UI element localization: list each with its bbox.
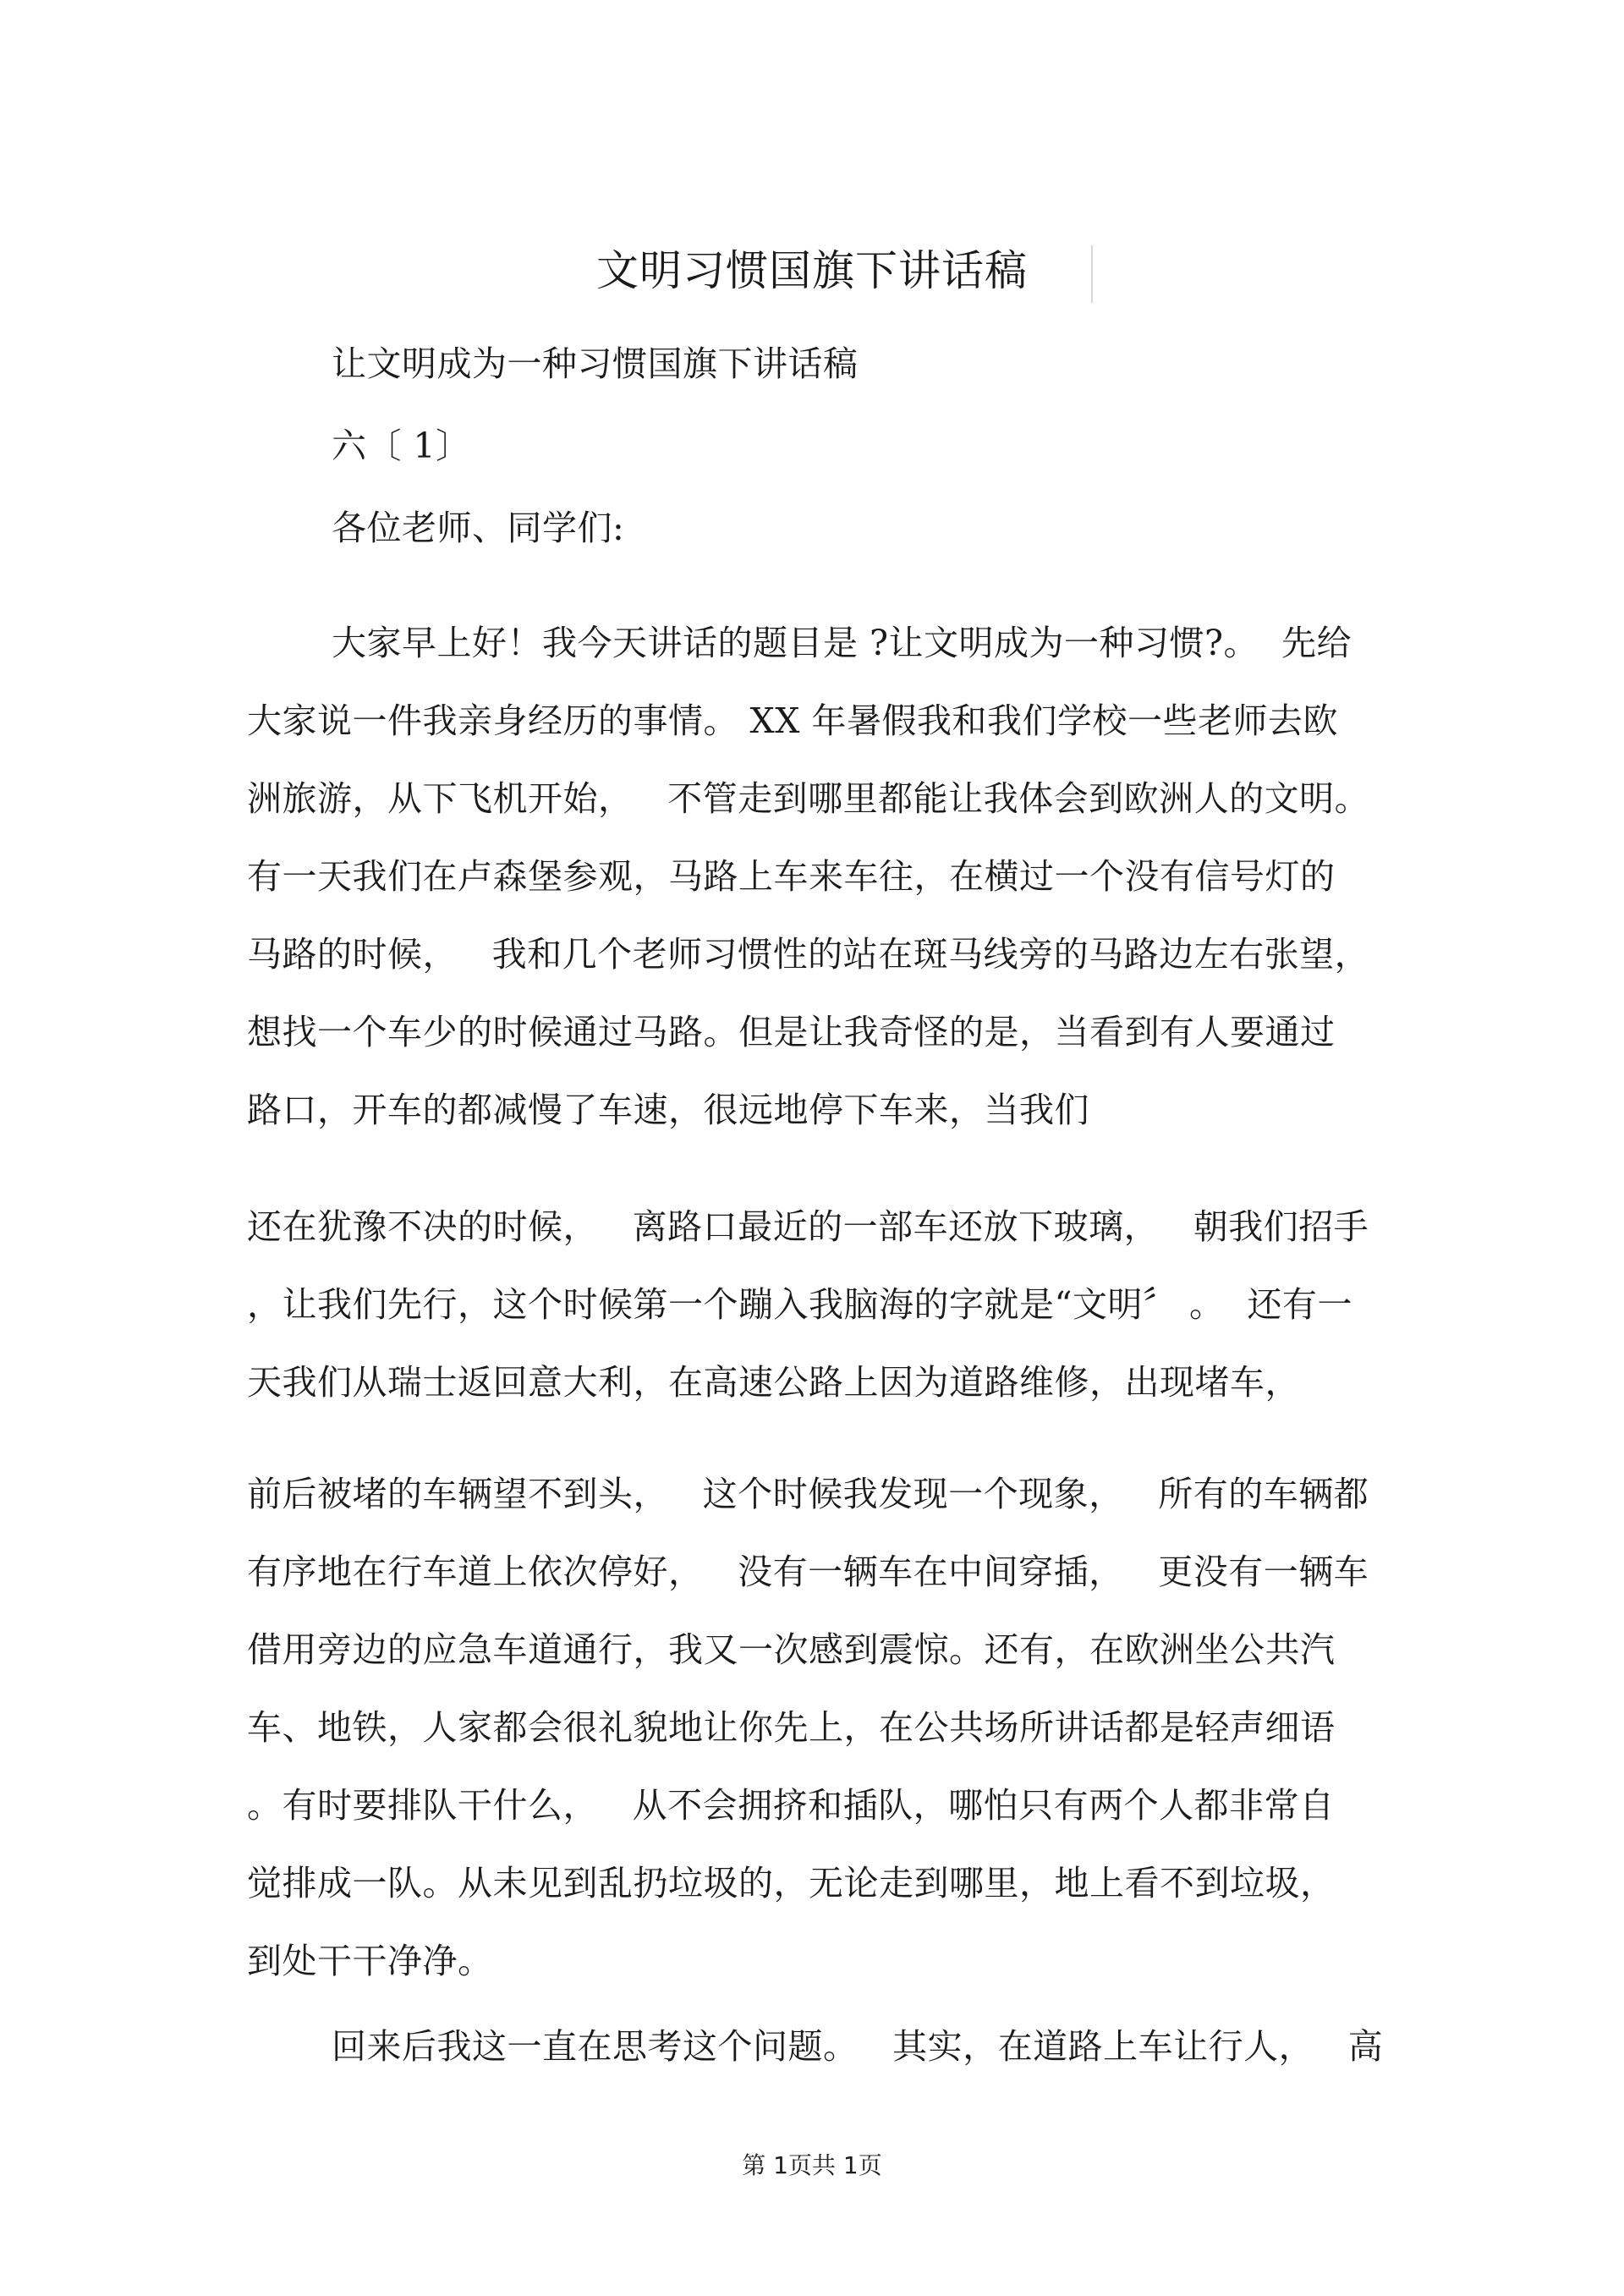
paragraph-line: 想找一个车少的时候通过马路。但是让我奇怪的是，当看到有人要通过: [247, 1012, 1336, 1052]
paragraph-line: 有一天我们在卢森堡参观，马路上车来车往，在横过一个没有信号灯的: [247, 856, 1336, 897]
document-subtitle: 让文明成为一种习惯国旗下讲话稿: [332, 343, 859, 384]
paragraph-line: 车、地铁，人家都会很礼貌地让你先上，在公共场所讲话都是轻声细语: [247, 1707, 1336, 1748]
paragraph-line: 天我们从瑞士返回意大利，在高速公路上因为道路维修，出现堵车，: [247, 1362, 1300, 1403]
class-label: 六〔 1〕: [332, 426, 471, 466]
paragraph-line: 马路的时候， 我和几个老师习惯性的站在斑马线旁的马路边左右张望，: [247, 934, 1370, 975]
paragraph-line: 到处干干净净。: [247, 1941, 493, 1981]
paragraph-line: 洲旅游，从下飞机开始， 不管走到哪里都能让我体会到欧洲人的文明。: [247, 778, 1370, 819]
text-cursor-marker: [1091, 245, 1093, 303]
salutation: 各位老师、同学们:: [332, 508, 625, 548]
paragraph-line: 。有时要排队干什么， 从不会拥挤和插队，哪怕只有两个人都非常自: [247, 1785, 1335, 1826]
paragraph-line: 路口，开车的都减慢了车速，很远地停下车来，当我们: [247, 1090, 1089, 1130]
paragraph-line: 觉排成一队。从未见到乱扔垃圾的，无论走到哪里，地上看不到垃圾，: [247, 1863, 1336, 1903]
paragraph-line: 大家说一件我亲身经历的事情。 XX 年暑假我和我们学校一些老师去欧: [247, 700, 1338, 741]
page-footer: 第 1页共 1页: [742, 2151, 882, 2179]
paragraph-line: 有序地在行车道上依次停好， 没有一辆车在中间穿插， 更没有一辆车: [247, 1552, 1369, 1592]
paragraph-line: 借用旁边的应急车道通行，我又一次感到震惊。还有，在欧洲坐公共汽: [247, 1629, 1336, 1670]
paragraph-line: 大家早上好！我今天讲话的题目是 ?让文明成为一种习惯?。 先给: [332, 623, 1352, 663]
paragraph-line: 前后被堵的车辆望不到头， 这个时候我发现一个现象， 所有的车辆都: [247, 1474, 1369, 1514]
paragraph-line: ，让我们先行，这个时候第一个蹦入我脑海的字就是“文明〞 。 还有一: [247, 1284, 1353, 1325]
paragraph-line: 回来后我这一直在思考这个问题。 其实，在道路上车让行人， 高: [332, 2026, 1384, 2067]
document-title: 文明习惯国旗下讲话稿: [596, 246, 1028, 295]
paragraph-line: 还在犹豫不决的时候， 离路口最近的一部车还放下玻璃， 朝我们招手: [247, 1206, 1369, 1247]
